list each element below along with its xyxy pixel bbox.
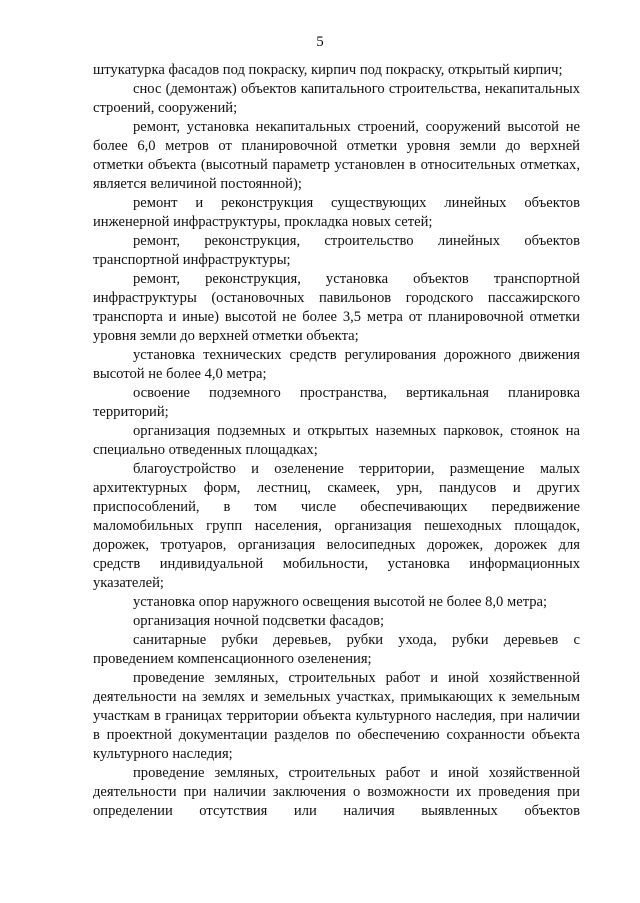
paragraph: проведение земляных, строительных работ и иной хозяйственной деятельности при наличии заключения о возможности их проведения при определении отсутствия или наличия выявленных объектов [93, 765, 580, 819]
paragraph: проведение земляных, строительных работ и иной хозяйственной деятельности на землях и земельных участках, примыкающих к земельным участкам в границах территории объекта культурного наследия, при наличии в проектной документации разделов по обеспечению сохранности объекта культурного наследия; [93, 670, 580, 762]
paragraph: освоение подземного пространства, вертикальная планировка территорий; [93, 385, 580, 420]
paragraph: установка опор наружного освещения высотой не более 8,0 метра; [133, 594, 548, 610]
paragraph: организация ночной подсветки фасадов; [133, 613, 385, 629]
paragraph: ремонт, установка некапитальных строений, сооружений высотой не более 6,0 метров от планировочной отметки уровня земли до верхней отметки объекта (высотный параметр установлен в относительных отметках, является величиной постоянной); [93, 119, 580, 192]
document-body [93, 61, 580, 821]
paragraph: ремонт, реконструкция, установка объектов транспортной инфраструктуры (остановочных павильонов городского пассажирского транспорта и иные) высотой не более 3,5 метра от планировочной отметки уровня земли до верхней отметки объекта; [93, 271, 580, 344]
paragraph: санитарные рубки деревьев, рубки ухода, рубки деревьев с проведением компенсационного озеленения; [93, 632, 580, 667]
paragraph: благоустройство и озеленение территории, размещение малых архитектурных форм, лестниц, скамеек, урн, пандусов и других приспособлений, в том числе обеспечивающих передвижение маломобильных групп населения, организация пешеходных площадок, дорожек, тротуаров, организация велосипедных дорожек, дорожек для средств индивидуальной мобильности, установка информационных указателей; [93, 461, 580, 591]
paragraph: установка технических средств регулирования дорожного движения высотой не более 4,0 метра; [93, 347, 580, 382]
paragraph: организация подземных и открытых наземных парковок, стоянок на специально отведенных площадках; [93, 423, 580, 458]
paragraph: ремонт, реконструкция, строительство линейных объектов транспортной инфраструктуры; [93, 233, 580, 268]
page-number: 5 [316, 34, 324, 50]
paragraph: ремонт и реконструкция существующих линейных объектов инженерной инфраструктуры, прокладка новых сетей; [93, 195, 580, 230]
paragraph: штукатурка фасадов под покраску, кирпич под покраску, открытый кирпич; [93, 62, 563, 78]
paragraph: снос (демонтаж) объектов капитального строительства, некапитальных строений, сооружений; [93, 81, 580, 116]
